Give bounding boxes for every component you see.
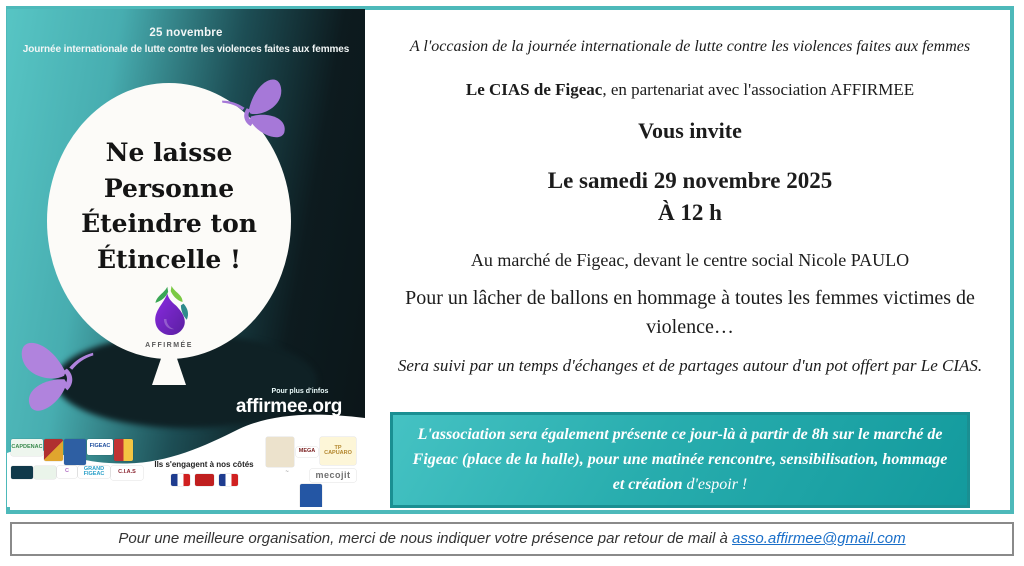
partner-logos-left — [11, 435, 149, 505]
cajarc-logo: C — [57, 466, 77, 478]
red-gold-crest-logo — [44, 439, 63, 461]
bird-logo — [11, 466, 33, 479]
event-date: Le samedi 29 novembre 2025 — [547, 168, 833, 193]
republique-flag-logo — [219, 474, 238, 486]
invitation-content — [370, 10, 1010, 510]
prefecture-flag-logo — [171, 474, 190, 486]
rsvp-email-link[interactable]: asso.affirmee@gmail.com — [732, 530, 906, 547]
slogan-line-3: Éteindre ton — [81, 209, 257, 238]
occasion-line: A l'occasion de la journée internationale de lutte contre les violences faites aux femmes — [409, 38, 971, 55]
partner-logos-right — [259, 435, 363, 505]
mega-logo: MEGA — [296, 447, 318, 457]
slogan-line-4: Étincelle ! — [97, 244, 241, 274]
slogan-line-1: Ne laisse — [105, 138, 233, 167]
mecojit-logo: mecojit — [310, 469, 356, 482]
rsvp-text: Pour une meilleure organisation, merci de nous indiquer votre présence par retour de mail à — [118, 530, 733, 547]
poster-info-label: Pour plus d'infos — [271, 388, 329, 395]
host-name: Le CIAS de Figeac — [465, 80, 603, 99]
occitanie-logo — [195, 474, 214, 486]
grand-figeac-logo: GRAND FIGEAC — [78, 466, 110, 478]
poster-subtitle: Journée internationale de lutte contre les violences faites aux femmes — [22, 44, 350, 55]
event-description — [370, 284, 1010, 342]
signature-logo: ~ — [266, 469, 308, 477]
invite-line: Vous invite — [638, 118, 742, 143]
blue-shield-logo — [64, 439, 86, 465]
host-rest: , en partenariat avec l'association AFFIRMEE — [602, 80, 915, 99]
campaign-poster — [7, 9, 365, 507]
partners-caption: Ils s'engagent à nos côtés — [154, 460, 254, 469]
partner-logos-center-row — [149, 474, 259, 486]
butterfly-icon — [11, 322, 123, 419]
host-line — [370, 80, 1010, 100]
poster-website: affirmee.org — [235, 396, 343, 417]
rsvp-note — [10, 522, 1014, 556]
portrait-frame-logo — [266, 437, 294, 467]
affirmee-flame-icon — [143, 285, 195, 341]
green-valley-logo — [34, 466, 56, 479]
followup-line: Sera suivi par un temps d'échanges et de partages autour d'un pot offert par Le CIAS. — [397, 356, 983, 375]
partner-logos-center — [149, 435, 259, 505]
highlight-box — [390, 412, 970, 508]
partner-logos-strip — [11, 435, 363, 505]
affirmee-logo-text: AFFIRMÉE — [145, 342, 193, 349]
tp-capuaro-logo: TP CAPUARO — [320, 437, 356, 465]
highlight-main: L'association sera également présente ce jour-là à partir de 8h sur le marché de Figeac (place de la halle), pour une matinée rencontre, sensibilisation, hommage et création — [412, 426, 948, 493]
blue-column-logo — [300, 484, 322, 507]
butterfly-icon — [198, 67, 295, 152]
poster-date: 25 novembre — [149, 27, 223, 39]
figeac-town-logo: FIGEAC — [87, 439, 113, 455]
event-description-text: Pour un lâcher de ballons en hommage à toutes les femmes victimes de violence… — [405, 287, 975, 338]
highlight-tail: d'espoir ! — [682, 475, 748, 493]
event-time: À 12 h — [658, 200, 722, 225]
capdenac-logo: CAPDENAC — [11, 439, 43, 456]
red-yellow-crest-logo — [114, 439, 133, 461]
cias-grand-figeac-logo: C.I.A.S — [111, 466, 143, 480]
slogan-line-2: Personne — [103, 173, 235, 203]
event-location: Au marché de Figeac, devant le centre social Nicole PAULO — [470, 250, 910, 270]
